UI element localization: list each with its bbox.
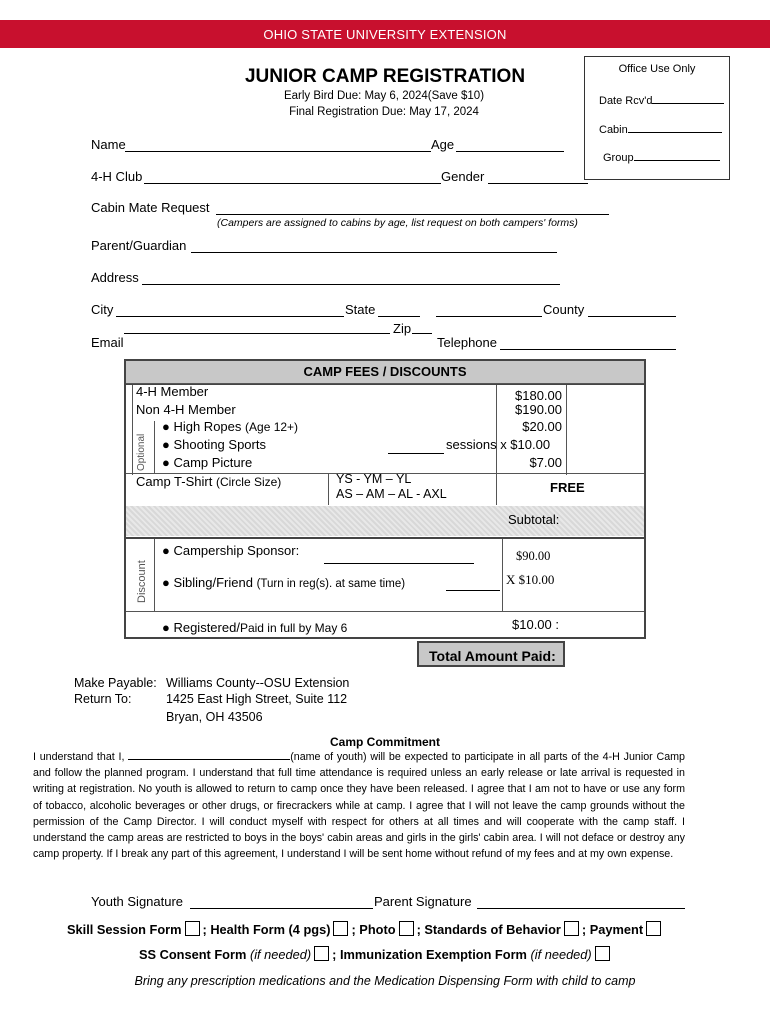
health-form-checkbox[interactable]	[333, 921, 348, 936]
ss-consent-checkbox[interactable]	[314, 946, 329, 961]
sponsor-price: $90.00	[516, 549, 551, 563]
name-field[interactable]	[125, 151, 431, 152]
state-label: State	[345, 302, 376, 317]
parent-signature-label: Parent Signature	[374, 894, 472, 909]
camp-picture-price: $7.00	[529, 455, 562, 470]
parent-label: Parent/Guardian	[91, 238, 187, 253]
checklist-row-2: SS Consent Form (if needed) ; Immunization Exemption Form (if needed)	[139, 946, 613, 962]
registered-discount: $10.00 :	[512, 617, 559, 632]
city-field[interactable]	[116, 316, 344, 317]
sibling-field[interactable]	[446, 590, 500, 591]
office-cabin: Cabin	[599, 121, 722, 136]
city-label: City	[91, 302, 114, 317]
telephone-field[interactable]	[500, 349, 676, 350]
extension-banner: OHIO STATE UNIVERSITY EXTENSION	[0, 20, 770, 48]
parent-field[interactable]	[191, 252, 557, 253]
sponsor-label: ● Campership Sponsor:	[162, 543, 300, 558]
early-bird-deadline: Early Bird Due: May 6, 2024(Save $10)	[283, 90, 485, 102]
discount-label: Discount	[136, 560, 148, 603]
club-label: 4-H Club	[91, 169, 143, 184]
return-label: Return To:	[74, 692, 132, 706]
subtotal-label: Subtotal:	[508, 512, 560, 527]
club-field[interactable]	[144, 183, 441, 184]
zip-field[interactable]	[124, 333, 390, 334]
office-date-received: Date Rcv'd	[599, 92, 724, 107]
behavior-checkbox[interactable]	[564, 921, 579, 936]
camp-fees-table	[124, 359, 646, 639]
tshirt-sizes-adult: AS – AM – AL - AXL	[336, 487, 447, 501]
age-field[interactable]	[456, 151, 564, 152]
photo-checkbox[interactable]	[399, 921, 414, 936]
final-deadline: Final Registration Due: May 17, 2024	[289, 106, 479, 118]
office-use-heading: Office Use Only	[618, 63, 696, 75]
medication-note: Bring any prescription medications and the Medication Dispensing Form with child to camp	[134, 974, 636, 988]
telephone-label: Telephone	[437, 335, 497, 350]
payable-value: Williams County--OSU Extension	[166, 676, 350, 690]
office-group: Group	[603, 149, 720, 164]
youth-name-field[interactable]	[128, 749, 290, 760]
shooting-sessions-field[interactable]	[388, 453, 444, 454]
registered-label: ● Registered/Paid in full by May 6	[162, 620, 348, 635]
address-field[interactable]	[142, 284, 560, 285]
member-label: 4-H Member	[136, 384, 209, 399]
county-field-pre[interactable]	[436, 316, 542, 317]
member-price: $180.00	[515, 388, 562, 403]
skill-session-checkbox[interactable]	[185, 921, 200, 936]
payable-label: Make Payable:	[74, 676, 157, 690]
optional-label: Optional	[136, 433, 147, 471]
parent-signature-field[interactable]	[477, 908, 685, 909]
sibling-label: ● Sibling/Friend (Turn in reg(s). at same time)	[162, 575, 406, 590]
county-field[interactable]	[588, 316, 676, 317]
tshirt-label: Camp T-Shirt (Circle Size)	[136, 474, 282, 489]
tshirt-price: FREE	[550, 480, 585, 495]
immunization-checkbox[interactable]	[595, 946, 610, 961]
shooting-sessions-price: sessions x $10.00	[446, 437, 551, 452]
youth-signature-field[interactable]	[190, 908, 373, 909]
sponsor-field[interactable]	[324, 563, 474, 564]
cabin-note: (Campers are assigned to cabins by age, list request on both campers' forms)	[217, 217, 578, 229]
camp-picture-label: ● Camp Picture	[162, 455, 253, 470]
nonmember-price: $190.00	[515, 402, 562, 417]
high-ropes-label: ● High Ropes (Age 12+)	[162, 419, 299, 434]
return-address-line2: Bryan, OH 43506	[166, 710, 263, 724]
high-ropes-price: $20.00	[522, 419, 562, 434]
age-label: Age	[431, 137, 455, 152]
return-address-line1: 1425 East High Street, Suite 112	[166, 692, 348, 706]
county-label: County	[543, 302, 585, 317]
email-label: Email	[91, 335, 124, 350]
state-field[interactable]	[378, 316, 420, 317]
form-title: JUNIOR CAMP REGISTRATION	[244, 66, 526, 87]
nonmember-label: Non 4-H Member	[136, 402, 236, 417]
cabin-mate-field[interactable]	[216, 214, 609, 215]
commitment-heading: Camp Commitment	[329, 735, 440, 749]
address-label: Address	[91, 270, 139, 285]
sibling-price: X $10.00	[506, 572, 555, 587]
gender-label: Gender	[441, 169, 485, 184]
zip-field-end[interactable]	[412, 333, 432, 334]
shooting-sports-label: ● Shooting Sports	[162, 437, 266, 452]
payment-checkbox[interactable]	[646, 921, 661, 936]
total-amount-paid[interactable]: Total Amount Paid:	[417, 641, 565, 667]
checklist-row-1: Skill Session Form ; Health Form (4 pgs) ; Photo ; Standards of Behavior ; Payment	[67, 921, 664, 937]
office-use-box	[584, 56, 730, 180]
zip-label: Zip	[393, 321, 412, 336]
cabin-mate-label: Cabin Mate Request	[91, 200, 210, 215]
name-label: Name	[91, 137, 126, 152]
tshirt-sizes-youth: YS - YM – YL	[336, 472, 412, 486]
gender-field[interactable]	[488, 183, 588, 184]
fees-header: CAMP FEES / DISCOUNTS	[126, 361, 644, 385]
youth-signature-label: Youth Signature	[91, 894, 184, 909]
commitment-text: I understand that I, (name of youth) will be expected to participate in all parts of the 4-H Junior Camp and follow the planned program. I understand that full time attendance is required unless an early release or late arrival is requested in writing at registration. No youth is allowed to return to camp once they have been released. I agree that I am not to have or use any form of tobacco, alcoholic beverages or other drugs, or firecrackers while at camp. I agree that I will not leave the camp grounds without the permission of the Camp Director. I will conduct myself with respect for others at all times and will cooperate with the camp staff. I understand the camp areas are restricted to boys in the boys' cabin areas and girls in the girls' cabin area. I will not deface or destroy any camp property. If I break any part of this agreement, I understand I will be sent home without refund of my fees and at my own expense.	[33, 751, 685, 861]
